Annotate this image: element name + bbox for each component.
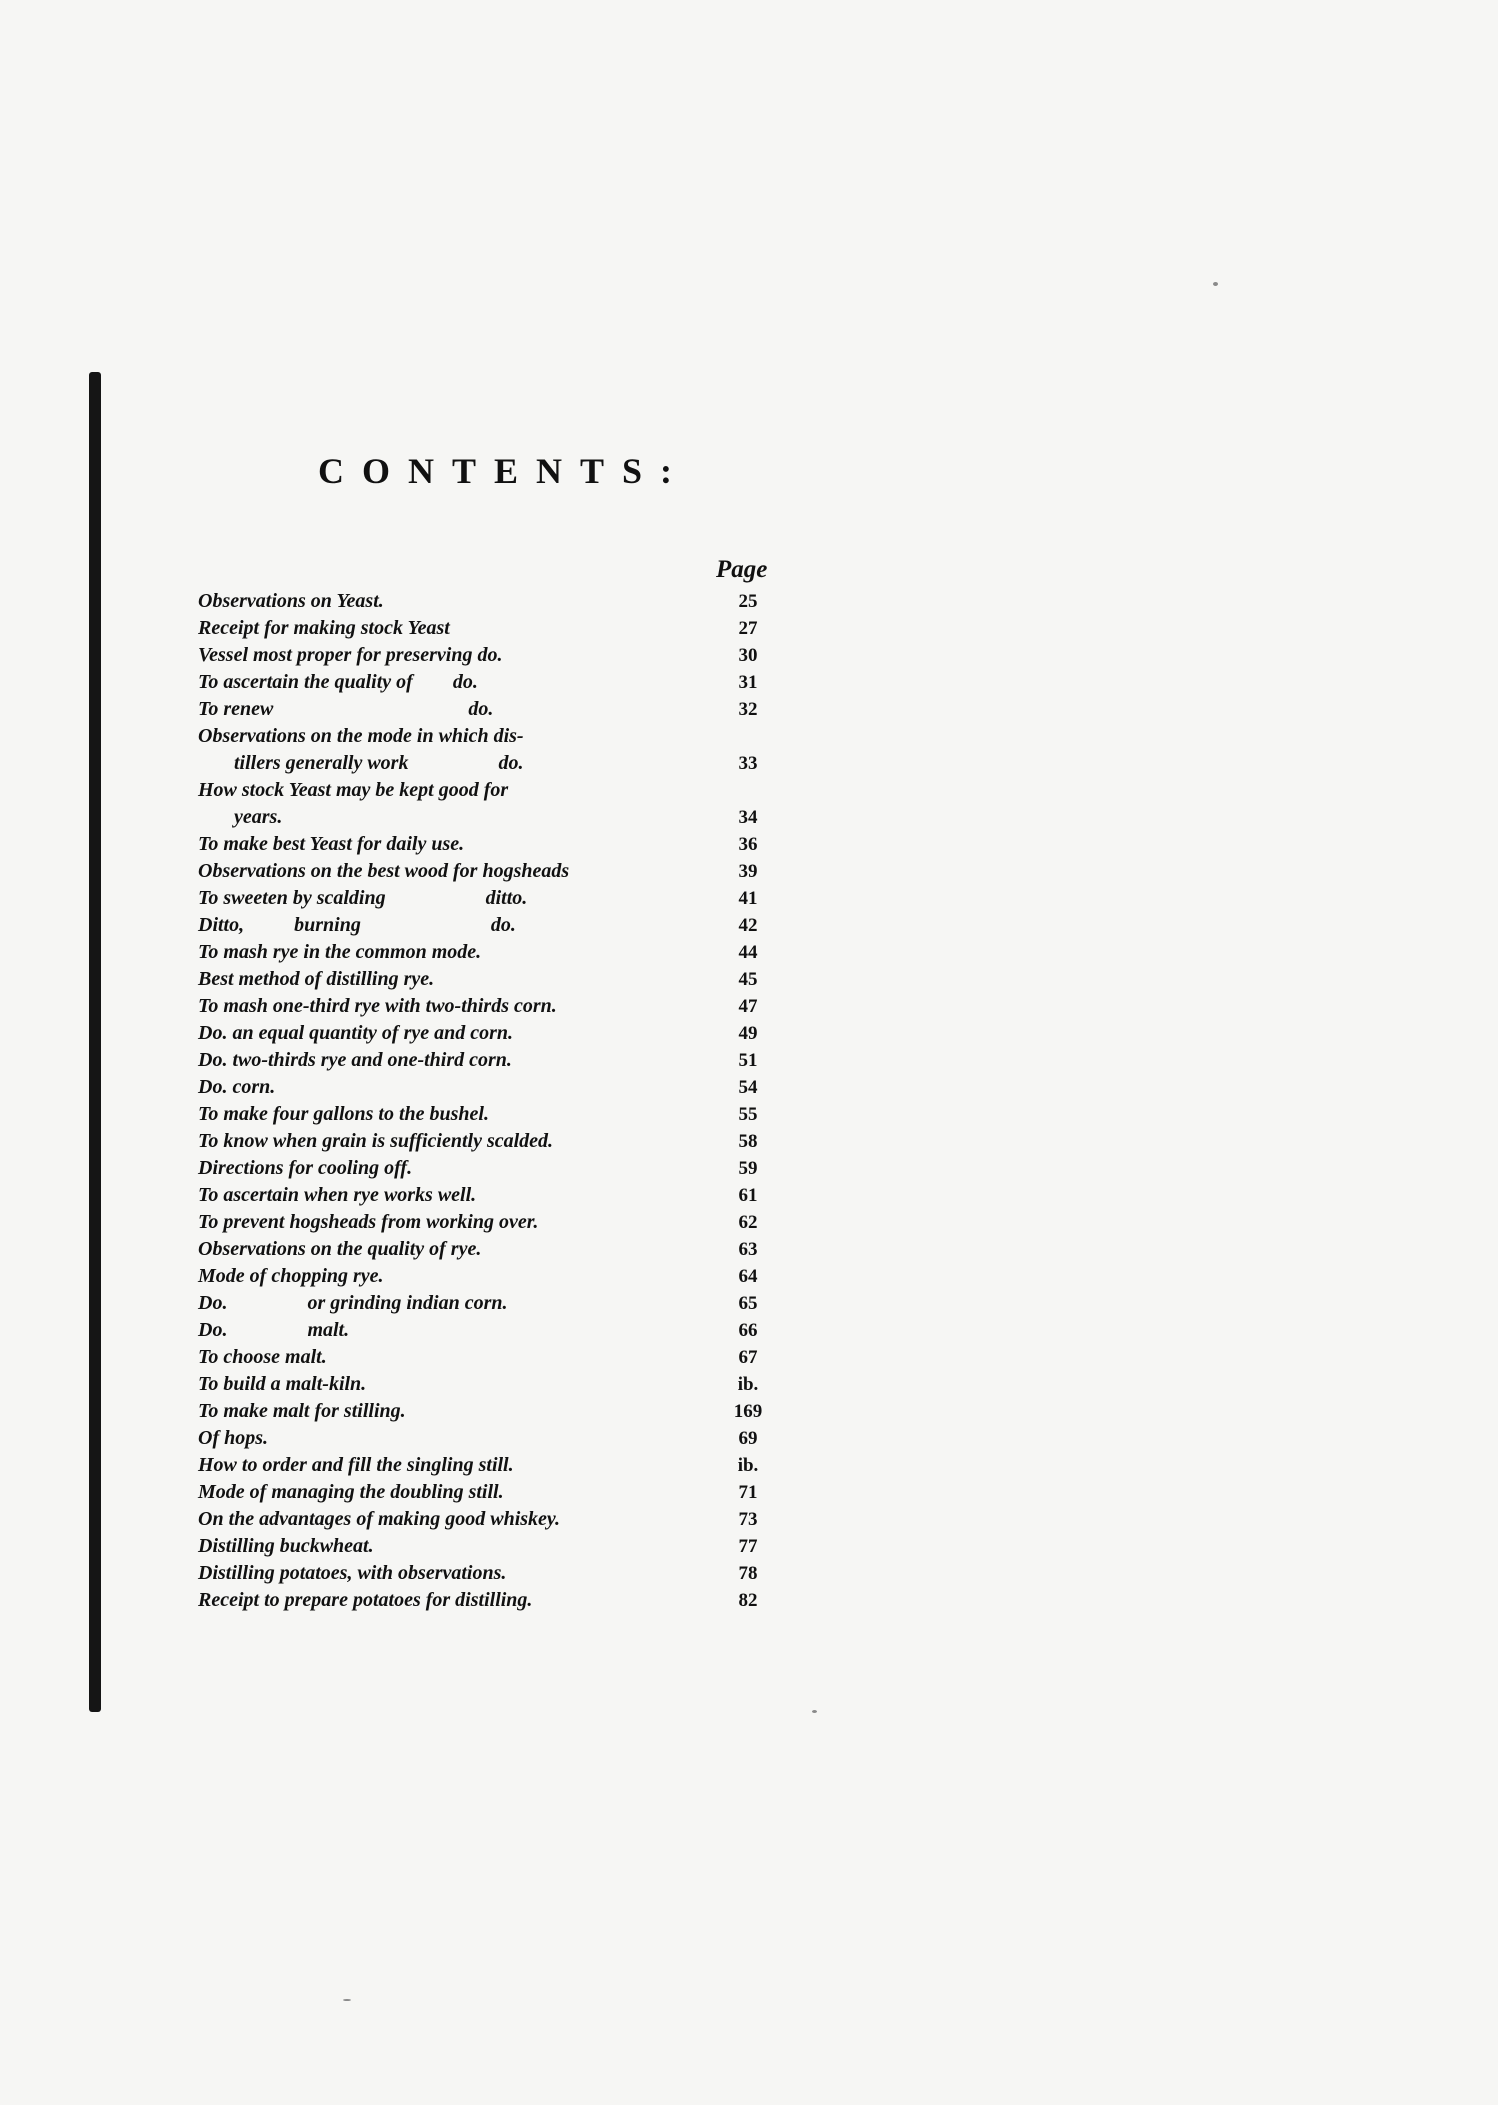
entry-page-number: 55 xyxy=(738,1104,758,1125)
contents-entry xyxy=(198,588,778,615)
contents-entry xyxy=(198,1452,778,1479)
entry-title xyxy=(198,1020,678,1047)
contents-entry xyxy=(198,669,778,696)
entry-title-line: Observations on Yeast. xyxy=(198,590,384,612)
entry-page-number: 66 xyxy=(738,1320,758,1341)
entry-title xyxy=(198,1236,678,1263)
entry-title xyxy=(198,858,678,885)
contents-entry xyxy=(198,1074,778,1101)
contents-entry xyxy=(198,642,778,669)
contents-entry xyxy=(198,1047,778,1074)
entry-title-line: To make best Yeast for daily use. xyxy=(198,833,465,855)
entry-title xyxy=(198,1533,678,1560)
contents-entry xyxy=(198,1263,778,1290)
entry-title xyxy=(198,1101,678,1128)
entry-page-number: 69 xyxy=(738,1428,758,1449)
entry-title-line: To prevent hogsheads from working over. xyxy=(198,1211,539,1233)
entry-page-number: 169 xyxy=(733,1401,763,1422)
entry-page-number: 67 xyxy=(738,1347,758,1368)
entry-title xyxy=(198,1047,678,1074)
entry-page-number: 41 xyxy=(738,888,758,909)
contents-entry xyxy=(198,1020,778,1047)
paper-speck xyxy=(812,1710,817,1713)
entry-title xyxy=(198,1074,678,1101)
entry-page-number: 64 xyxy=(738,1266,758,1287)
entry-page-number: 78 xyxy=(738,1563,758,1584)
contents-entry xyxy=(198,1398,778,1425)
entry-title-line: Do. malt. xyxy=(198,1319,350,1341)
entry-title-line: Do. an equal quantity of rye and corn. xyxy=(198,1022,514,1044)
entry-title xyxy=(198,966,678,993)
contents-entry xyxy=(198,1587,778,1614)
contents-entry xyxy=(198,1479,778,1506)
contents-entry xyxy=(198,1506,778,1533)
entry-page-number: 77 xyxy=(738,1536,758,1557)
entry-page-number: 34 xyxy=(738,807,758,828)
entry-title xyxy=(198,1506,678,1533)
entry-page-number: 82 xyxy=(738,1590,758,1611)
entry-title xyxy=(198,615,678,642)
entry-page-number: 39 xyxy=(738,861,758,882)
entry-title xyxy=(198,1560,678,1587)
entry-title xyxy=(198,885,678,912)
entry-title-line: Do. corn. xyxy=(198,1076,276,1098)
entry-title-line: To mash rye in the common mode. xyxy=(198,941,482,963)
entry-title-line: Mode of managing the doubling still. xyxy=(198,1481,504,1503)
entry-title-line: To ascertain the quality of do. xyxy=(198,671,478,693)
entry-title-line: To ascertain when rye works well. xyxy=(198,1184,477,1206)
contents-entry xyxy=(198,615,778,642)
entry-page-number: 45 xyxy=(738,969,758,990)
entry-title-line: Distilling buckwheat. xyxy=(198,1535,374,1557)
entry-page-number: 25 xyxy=(738,591,758,612)
contents-entry xyxy=(198,1236,778,1263)
entry-page-number: 33 xyxy=(738,753,758,774)
entry-title xyxy=(198,642,678,669)
entry-title-line: Mode of chopping rye. xyxy=(198,1265,384,1287)
entry-page-number: 42 xyxy=(738,915,758,936)
entry-page-number: 51 xyxy=(738,1050,758,1071)
contents-entry xyxy=(198,696,778,723)
entry-title-line: To renew do. xyxy=(198,698,494,720)
entry-title-line: Observations on the mode in which dis- xyxy=(198,725,524,747)
contents-entry xyxy=(198,1101,778,1128)
entry-page-number: 73 xyxy=(738,1509,758,1530)
entry-page-number: 44 xyxy=(738,942,758,963)
contents-entry xyxy=(198,723,778,777)
entry-title-continuation: tillers generally work do. xyxy=(234,752,524,774)
entry-page-number: 27 xyxy=(738,618,758,639)
entry-title-line: Do. two-thirds rye and one-third corn. xyxy=(198,1049,512,1071)
contents-entry xyxy=(198,912,778,939)
contents-entry xyxy=(198,1155,778,1182)
entry-title-line: To choose malt. xyxy=(198,1346,327,1368)
contents-entry xyxy=(198,1344,778,1371)
entry-page-number: 30 xyxy=(738,645,758,666)
entry-title-line: To know when grain is sufficiently scalded. xyxy=(198,1130,554,1152)
entry-title xyxy=(198,1317,678,1344)
contents-entry xyxy=(198,1290,778,1317)
entry-page-number: 49 xyxy=(738,1023,758,1044)
entry-page-number: 71 xyxy=(738,1482,758,1503)
entry-page-number: 63 xyxy=(738,1239,758,1260)
contents-entry xyxy=(198,858,778,885)
entry-page-number: 65 xyxy=(738,1293,758,1314)
entry-title-line: Distilling potatoes, with observations. xyxy=(198,1562,507,1584)
entry-title xyxy=(198,939,678,966)
paper-speck xyxy=(1213,282,1218,286)
contents-entry xyxy=(198,1128,778,1155)
entry-title xyxy=(198,1587,678,1614)
contents-entry xyxy=(198,939,778,966)
contents-entry xyxy=(198,831,778,858)
entry-title xyxy=(198,1182,678,1209)
entry-title xyxy=(198,1479,678,1506)
entry-title-line: On the advantages of making good whiskey. xyxy=(198,1508,561,1530)
entry-title-line: To sweeten by scalding ditto. xyxy=(198,887,528,909)
entry-title xyxy=(198,1452,678,1479)
entry-title xyxy=(198,1290,678,1317)
entry-title xyxy=(198,1344,678,1371)
entry-title-line: Receipt to prepare potatoes for distilling. xyxy=(198,1589,533,1611)
entry-title-line: Do. or grinding indian corn. xyxy=(198,1292,508,1314)
entry-page-number: 36 xyxy=(738,834,758,855)
contents-entry xyxy=(198,993,778,1020)
entry-title-line: To mash one-third rye with two-thirds corn. xyxy=(198,995,557,1017)
entry-title xyxy=(198,1398,678,1425)
entry-title xyxy=(198,1425,678,1452)
entry-title-continuation: years. xyxy=(234,806,283,828)
entry-title-line: How to order and fill the singling still. xyxy=(198,1454,514,1476)
contents-list xyxy=(198,588,778,1614)
contents-entry xyxy=(198,1182,778,1209)
entry-title-line: Ditto, burning do. xyxy=(198,914,516,936)
paper-speck xyxy=(343,1999,351,2001)
entry-page-number: 47 xyxy=(738,996,758,1017)
entry-title xyxy=(198,696,678,723)
entry-title xyxy=(198,723,678,777)
contents-entry xyxy=(198,885,778,912)
entry-page-number: 59 xyxy=(738,1158,758,1179)
entry-title xyxy=(198,831,678,858)
entry-page-number: 54 xyxy=(738,1077,758,1098)
contents-entry xyxy=(198,1317,778,1344)
entry-title-line: Best method of distilling rye. xyxy=(198,968,435,990)
contents-entry xyxy=(198,1533,778,1560)
entry-title xyxy=(198,1263,678,1290)
entry-title-line: To build a malt-kiln. xyxy=(198,1373,367,1395)
entry-title xyxy=(198,777,678,831)
entry-title-line: To make four gallons to the bushel. xyxy=(198,1103,489,1125)
entry-title-line: Observations on the best wood for hogsheads xyxy=(198,860,570,882)
entry-title-line: Receipt for making stock Yeast xyxy=(198,617,450,639)
entry-title xyxy=(198,588,678,615)
entry-title-line: Of hops. xyxy=(198,1427,269,1449)
entry-title-line: How stock Yeast may be kept good for xyxy=(198,779,509,801)
entry-title-line: Directions for cooling off. xyxy=(198,1157,413,1179)
page-column-heading: Page xyxy=(716,556,768,583)
entry-title xyxy=(198,1128,678,1155)
entry-title xyxy=(198,669,678,696)
entry-title xyxy=(198,1209,678,1236)
contents-entry xyxy=(198,966,778,993)
entry-page-number: ib. xyxy=(737,1455,759,1476)
entry-title xyxy=(198,1371,678,1398)
entry-title-line: Vessel most proper for preserving do. xyxy=(198,644,503,666)
binding-edge xyxy=(89,372,101,1712)
entry-title-line: To make malt for stilling. xyxy=(198,1400,406,1422)
contents-entry xyxy=(198,1209,778,1236)
entry-title xyxy=(198,993,678,1020)
entry-title xyxy=(198,1155,678,1182)
entry-page-number: ib. xyxy=(737,1374,759,1395)
entry-page-number: 58 xyxy=(738,1131,758,1152)
entry-title-line: Observations on the quality of rye. xyxy=(198,1238,482,1260)
contents-entry xyxy=(198,1371,778,1398)
entry-page-number: 62 xyxy=(738,1212,758,1233)
entry-page-number: 61 xyxy=(738,1185,758,1206)
contents-entry xyxy=(198,1560,778,1587)
entry-title xyxy=(198,912,678,939)
entry-page-number: 32 xyxy=(738,699,758,720)
entry-page-number: 31 xyxy=(738,672,758,693)
page-title: CONTENTS: xyxy=(318,451,691,491)
contents-entry xyxy=(198,777,778,831)
contents-entry xyxy=(198,1425,778,1452)
